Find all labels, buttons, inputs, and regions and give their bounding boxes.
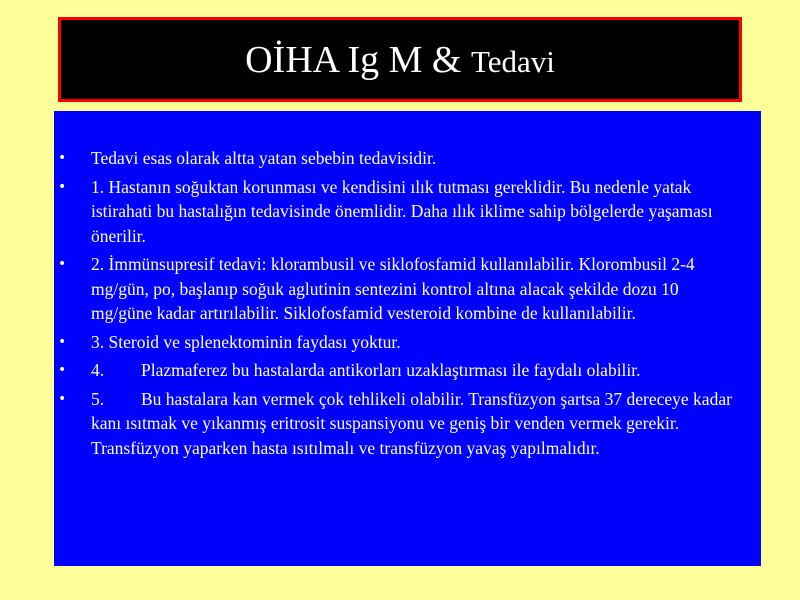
slide-content-box <box>54 111 761 566</box>
slide-title-tail: Tedavi <box>470 43 555 79</box>
bullet-text: Bu hastalara kan vermek çok tehlikeli olabilir. Transfüzyon şartsa 37 dereceye kadar kanı ısıtmak ve yıkanmış eritrosit suspansiyonu ve geniş bir venden vermek gerekir. Transfüzyon yaparken hasta ısıtılmalı ve transfüzyon yavaş yapılmalıdır. <box>91 388 732 458</box>
bullet-dot-icon: • <box>58 178 67 195</box>
bullet-list <box>54 146 761 464</box>
bullet-dot-icon: • <box>58 362 67 378</box>
slide-title-box <box>58 17 742 102</box>
bullet-dot-icon: • <box>58 390 67 407</box>
bullet-dot-icon: • <box>58 256 67 272</box>
bullet-text: 1. Hastanın soğuktan korunması ve kendisini ılık tutması gereklidir. Bu nedenle yatak istirahati bu hastalığın tedavisinde önemlidir. Daha ılık iklime sahip bölgelerde yaşaması önerilir. <box>91 176 713 246</box>
bullet-dot-icon: • <box>58 150 67 166</box>
bullet-item <box>54 358 761 383</box>
bullet-item <box>54 146 761 171</box>
bullet-item <box>54 387 761 461</box>
bullet-dot-icon: • <box>58 333 67 350</box>
bullet-number: 4. <box>91 360 105 380</box>
bullet-text: 3. Steroid ve splenektominin faydası yoktur. <box>91 331 401 352</box>
bullet-text: 2. İmmünsupresif tedavi: klorambusil ve siklofosfamid kullanılabilir. Klorombusil 2-4 mg/gün, po, başlanıp soğuk aglutinin sentezini kontrol altına alacak şekilde dozu 10 mg/güne kadar artırılabilir. Siklofosfamid vesteroid kombine de kullanılabilir. <box>91 254 695 323</box>
bullet-item <box>54 330 761 355</box>
bullet-number: 5. <box>91 388 105 409</box>
bullet-text: Tedavi esas olarak altta yatan sebebin tedavisidir. <box>91 148 437 168</box>
bullet-text: Plazmaferez bu hastalarda antikorları uzaklaştırması ile faydalı olabilir. <box>141 360 641 380</box>
bullet-item <box>54 252 761 326</box>
slide-title <box>245 38 555 81</box>
slide-title-main: OİHA Ig M & <box>245 38 462 81</box>
bullet-item <box>54 175 761 249</box>
